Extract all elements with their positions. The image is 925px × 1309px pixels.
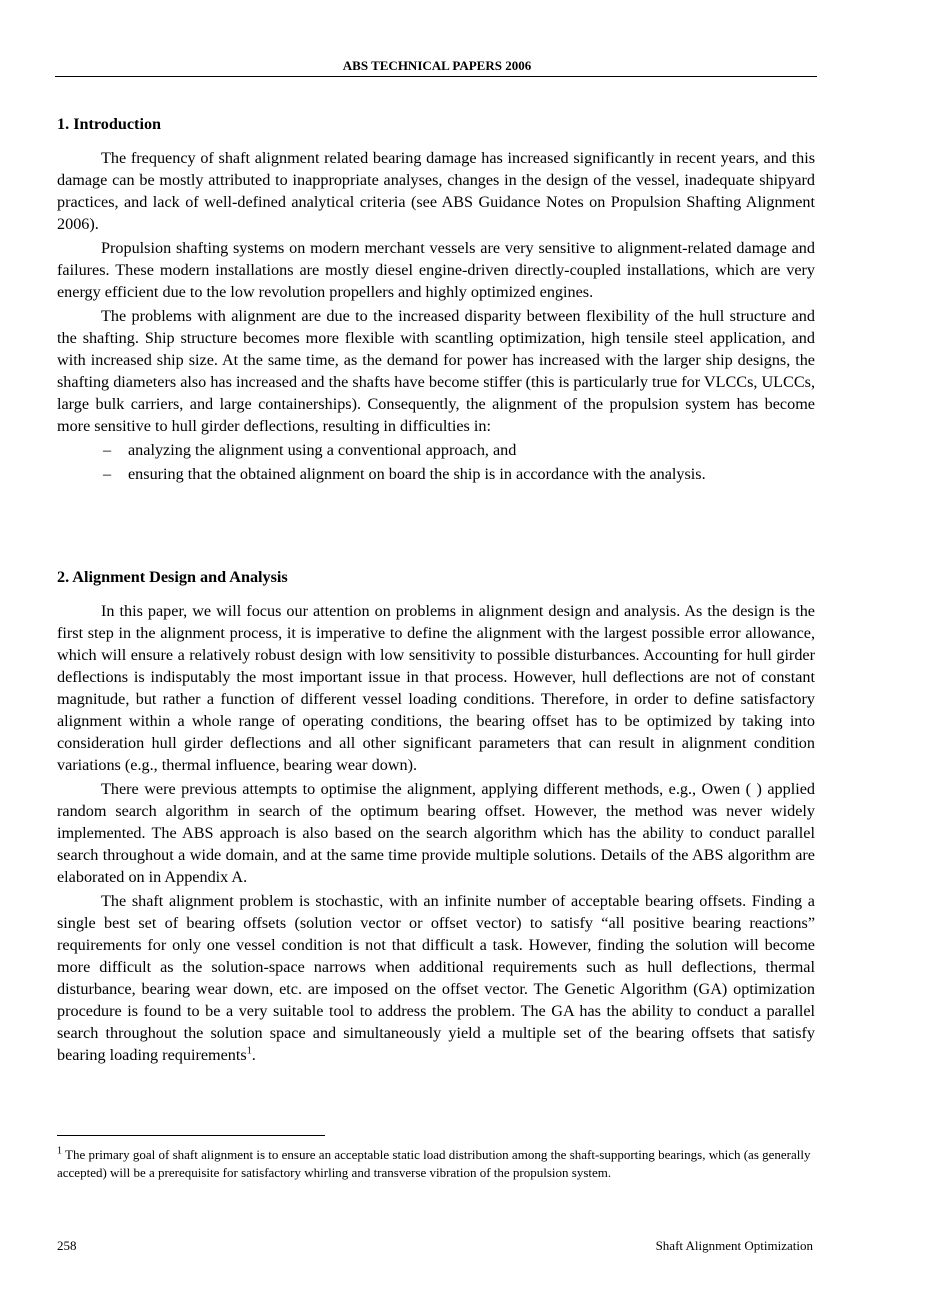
section-alignment-design [57, 566, 815, 1068]
footnote-ref[interactable]: 1 [246, 1045, 252, 1057]
paragraph: In this paper, we will focus our attention on problems in alignment design and analysis. As the design is the first step in the alignment process, it is imperative to define the alignment with the largest possible error allowance, which will ensure a relatively robust design with low sensitivity to possible disturbances. Accounting for hull girder deflections is indisputably the most important issue in that process. However, hull deflections are not of constant magnitude, but rather a function of different vessel loading conditions. Therefore, in order to define satisfactory alignment within a whole range of operating conditions, the bearing offset has to be optimized by taking into consideration hull girder deflections and all other significant parameters that can result in alignment condition variations (e.g., thermal influence, bearing wear down). [57, 602, 815, 774]
bullet-text: ensuring that the obtained alignment on board the ship is in accordance with the analysis. [128, 465, 706, 483]
running-title: Shaft Alignment Optimization [655, 1238, 813, 1253]
running-header: ABS TECHNICAL PAPERS 2006 [342, 58, 532, 73]
paragraph: The frequency of shaft alignment related bearing damage has increased significantly in recent years, and this damage can be mostly attributed to inappropriate analyses, changes in the design of the vessel, inadequate shipyard practices, and lack of well-defined analytical criteria (see ABS Guidance Notes on Propulsion Shafting Alignment 2006). [57, 149, 815, 233]
paragraph: The shaft alignment problem is stochastic, with an infinite number of acceptable bearing offsets. Finding a single best set of bearing offsets (solution vector or offset vector) to satisfy “all positive bearing reactions” requirements for only one vessel condition is not that difficult a task. However, finding the solution will become more difficult as the solution-space narrows when additional requirements such as hull deflections, thermal disturbance, bearing wear down, etc. are imposed on the offset vector. The Genetic Algorithm (GA) optimization procedure is found to be a very suitable tool to address the problem. The GA has the ability to conduct a parallel search throughout the solution space and simultaneously yield a multiple set of the bearing offsets that satisfy bearing loading requirements$^1$. [57, 892, 815, 1064]
bullet-item [57, 463, 815, 485]
paragraph: There were previous attempts to optimise the alignment, applying different methods, e.g., Owen ( ) applied random search algorithm in search of the optimum bearing offset. However, the method was never widely implemented. The ABS approach is also based on the search algorithm which has the ability to conduct parallel search throughout a wide domain, and at the same time provide multiple solutions. Details of the ABS algorithm are elaborated on in Appendix A. [57, 780, 815, 886]
header-rule [55, 76, 817, 77]
section-heading: 2. Alignment Design and Analysis [57, 568, 288, 586]
section-heading: 1. Introduction [57, 115, 162, 133]
bullet-text: analyzing the alignment using a conventional approach, and [128, 441, 517, 459]
paragraph: The problems with alignment are due to the increased disparity between flexibility of the hull structure and the shafting. Ship structure becomes more flexible with scantling optimization, high tensile steel application, and with increased ship size. At the same time, as the demand for power has increased with the larger ship designs, the shafting diameters also has increased and the shafts have become stiffer (this is particularly true for VLCCs, ULCCs, large bulk carriers, and large containerships). Consequently, the alignment of the propulsion system has become more sensitive to hull girder deflections, resulting in difficulties in: [57, 307, 815, 435]
section-introduction [57, 113, 815, 487]
footnote: $^1$ The primary goal of shaft alignment is to ensure an acceptable static load distribution among the shaft-supporting bearings, which (as generally accepted) will be a prerequisite for satisfactory whirling and transverse vibration of the propulsion system. [57, 1145, 811, 1180]
bullet-item [57, 439, 815, 461]
footnote-rule [57, 1135, 325, 1136]
page-footer [57, 1238, 813, 1254]
footnote-number: 1 [57, 1145, 62, 1157]
paragraph: Propulsion shafting systems on modern merchant vessels are very sensitive to alignment-related damage and failures. These modern installations are mostly diesel engine-driven directly-coupled installations, which are very energy efficient due to the low revolution propellers and highly optimized engines. [57, 239, 815, 301]
bullet-marker: – [103, 441, 112, 459]
bullet-marker: – [103, 465, 112, 483]
page-number: 258 [57, 1238, 77, 1253]
